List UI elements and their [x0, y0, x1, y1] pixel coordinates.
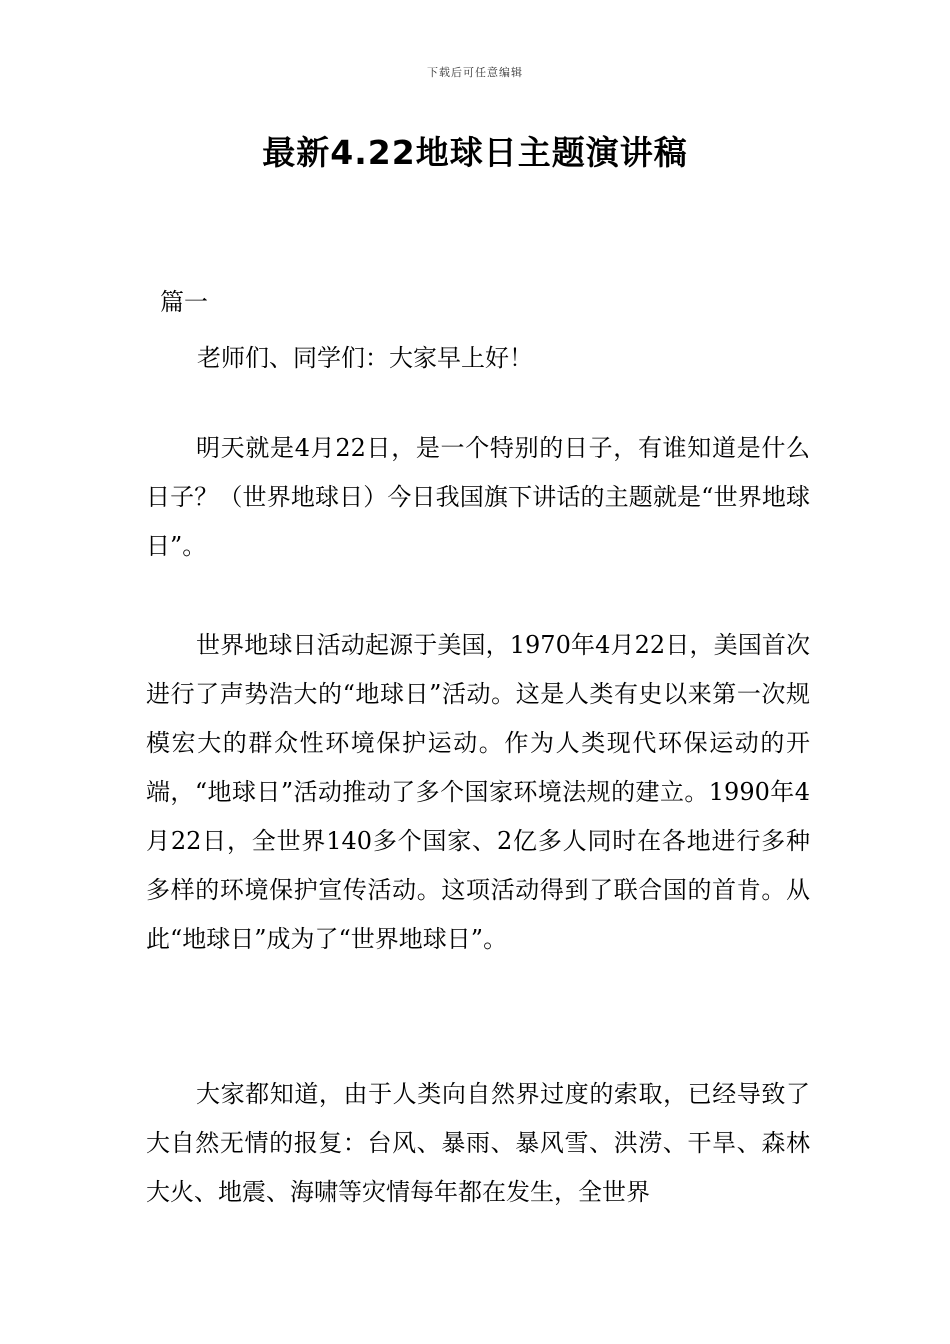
greeting-line: 老师们、同学们：大家早上好！: [197, 344, 533, 372]
header-note: 下载后可任意编辑: [427, 66, 523, 79]
document-title: 最新4.22地球日主题演讲稿: [262, 133, 688, 172]
section-label: 篇一: [160, 288, 208, 316]
paragraph-1: 明天就是4月22日，是一个特别的日子，有谁知道是什么日子？（世界地球日）今日我国旗下讲话的主题就是“世界地球日”。: [146, 434, 810, 560]
paragraph-2: 世界地球日活动起源于美国，1970年4月22日，美国首次进行了声势浩大的“地球日”活动。这是人类有史以来第一次规模宏大的群众性环境保护运动。作为人类现代环保运动的开端，“地球日”活动推动了多个国家环境法规的建立。1990年4月22日，全世界140多个国家、2亿多人同时在各地进行多种多样的环境保护宣传活动。这项活动得到了联合国的首肯。从此“地球日”成为了“世界地球日”。: [146, 631, 810, 953]
paragraph-3: 大家都知道，由于人类向自然界过度的索取，已经导致了大自然无情的报复：台风、暴雨、暴风雪、洪涝、干旱、森林大火、地震、海啸等灾情每年都在发生，全世界: [146, 1080, 810, 1206]
